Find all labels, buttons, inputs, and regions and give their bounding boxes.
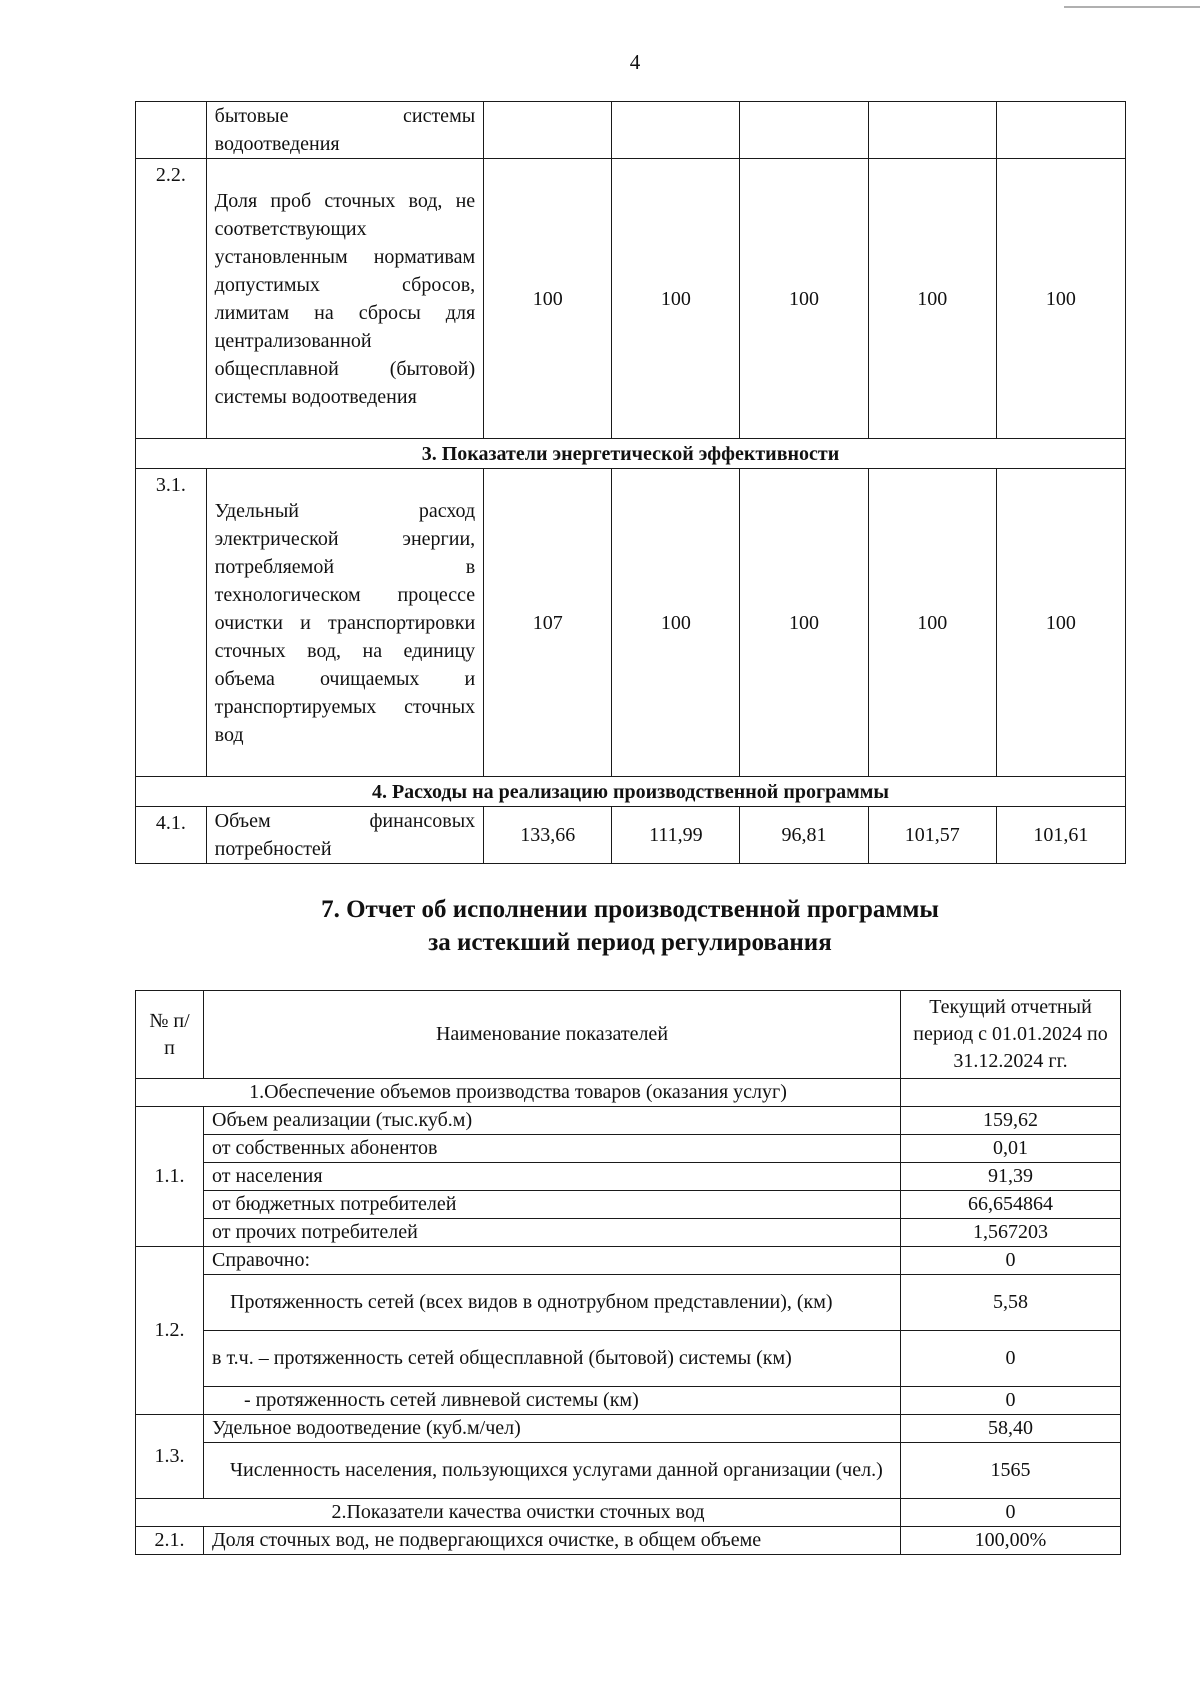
indicator-name: Объем реализации (тыс.куб.м)	[204, 1107, 901, 1135]
table-row	[136, 1135, 1121, 1163]
table-row	[136, 1107, 1121, 1135]
indicator-name: Доля сточных вод, не подвергающихся очистке, в общем объеме	[204, 1527, 901, 1555]
section-heading: 2.Показатели качества очистки сточных вод	[136, 1499, 901, 1527]
value-cell: 111,99	[612, 807, 740, 864]
row-number: 2.2.	[136, 159, 207, 439]
page-number: 4	[629, 50, 641, 74]
header-num: № п/п	[136, 991, 204, 1079]
value-cell: 0,01	[901, 1135, 1121, 1163]
indicator-name: Удельный расход электрической энергии, потребляемой в технологическом процессе очистки и транспортировки сточных вод, на единицу объема очищаемых и транспортируемых сточных вод	[206, 469, 484, 777]
report-table	[135, 990, 1121, 1555]
indicator-name: Доля проб сточных вод, не соответствующих установленным нормативам допустимых сбросов, лимитам на сбросы для централизованной общесплавной (бытовой) системы водоотведения	[206, 159, 484, 439]
table-row	[136, 1387, 1121, 1415]
value-cell: 1,567203	[901, 1219, 1121, 1247]
group-number: 1.2.	[136, 1247, 204, 1415]
report-title-line-1: 7. Отчет об исполнении производственной программы	[321, 896, 939, 923]
section-heading: 1.Обеспечение объемов производства товаров (оказания услуг)	[136, 1079, 901, 1107]
indicator-name: от прочих потребителей	[204, 1219, 901, 1247]
value-cell: 5,58	[901, 1275, 1121, 1331]
indicator-name: Справочно:	[204, 1247, 901, 1275]
table-row	[136, 807, 1126, 864]
group-number: 1.3.	[136, 1415, 204, 1499]
section-row	[136, 777, 1126, 807]
group-number: 1.1.	[136, 1107, 204, 1247]
table-row	[136, 469, 1126, 777]
value-cell: 100	[740, 159, 868, 439]
value-cell: 0	[901, 1331, 1121, 1387]
row-number: 4.1.	[136, 807, 207, 864]
value-cell: 100,00%	[901, 1527, 1121, 1555]
header-period: Текущий отчетный период с 01.01.2024 по 31.12.2024 гг.	[901, 991, 1121, 1079]
table-row	[136, 1443, 1121, 1499]
value-cell: 100	[868, 469, 996, 777]
value-cell	[740, 102, 868, 159]
value-cell: 0	[901, 1499, 1121, 1527]
table-row	[136, 102, 1126, 159]
value-cell: 101,61	[996, 807, 1125, 864]
indicator-name: Численность населения, пользующихся услугами данной организации (чел.)	[204, 1443, 901, 1499]
value-cell: 58,40	[901, 1415, 1121, 1443]
report-title	[130, 893, 1130, 959]
indicator-name: - протяженность сетей ливневой системы (км)	[204, 1387, 901, 1415]
value-cell: 100	[484, 159, 612, 439]
value-cell	[901, 1079, 1121, 1107]
value-cell: 1565	[901, 1443, 1121, 1499]
value-cell	[868, 102, 996, 159]
header-name: Наименование показателей	[204, 991, 901, 1079]
row-number: 2.1.	[136, 1527, 204, 1555]
table-row	[136, 1415, 1121, 1443]
indicators-table-continued	[135, 101, 1126, 864]
section-row	[136, 439, 1126, 469]
indicator-name: от населения	[204, 1163, 901, 1191]
row-number	[136, 102, 207, 159]
value-cell	[996, 102, 1125, 159]
table-row	[136, 1527, 1121, 1555]
section-heading: 3. Показатели энергетической эффективности	[136, 439, 1126, 469]
value-cell: 107	[484, 469, 612, 777]
indicator-name: от бюджетных потребителей	[204, 1191, 901, 1219]
table-row	[136, 1247, 1121, 1275]
value-cell: 0	[901, 1387, 1121, 1415]
value-cell: 100	[740, 469, 868, 777]
value-cell: 96,81	[740, 807, 868, 864]
indicator-name: от собственных абонентов	[204, 1135, 901, 1163]
table-row	[136, 1331, 1121, 1387]
section-heading: 4. Расходы на реализацию производственной программы	[136, 777, 1126, 807]
value-cell: 91,39	[901, 1163, 1121, 1191]
table-row	[136, 1275, 1121, 1331]
value-cell	[612, 102, 740, 159]
value-cell	[484, 102, 612, 159]
indicator-name: бытовые системы водоотведения	[206, 102, 484, 159]
indicator-name: Объем финансовых потребностей	[206, 807, 484, 864]
value-cell: 0	[901, 1247, 1121, 1275]
value-cell: 133,66	[484, 807, 612, 864]
table-row	[136, 1219, 1121, 1247]
value-cell: 100	[868, 159, 996, 439]
value-cell: 100	[996, 469, 1125, 777]
scan-edge-mark	[1064, 6, 1200, 8]
value-cell: 100	[612, 469, 740, 777]
value-cell: 66,654864	[901, 1191, 1121, 1219]
section-row	[136, 1499, 1121, 1527]
indicator-name: в т.ч. – протяженность сетей общесплавной (бытовой) системы (км)	[204, 1331, 901, 1387]
value-cell: 100	[996, 159, 1125, 439]
row-number: 3.1.	[136, 469, 207, 777]
value-cell: 101,57	[868, 807, 996, 864]
table-row	[136, 159, 1126, 439]
value-cell: 100	[612, 159, 740, 439]
indicator-name: Удельное водоотведение (куб.м/чел)	[204, 1415, 901, 1443]
report-title-line-2: за истекший период регулирования	[428, 929, 832, 956]
header-row	[136, 991, 1121, 1079]
table-row	[136, 1163, 1121, 1191]
value-cell: 159,62	[901, 1107, 1121, 1135]
section-row	[136, 1079, 1121, 1107]
indicator-name: Протяженность сетей (всех видов в однотрубном представлении), (км)	[204, 1275, 901, 1331]
table-row	[136, 1191, 1121, 1219]
